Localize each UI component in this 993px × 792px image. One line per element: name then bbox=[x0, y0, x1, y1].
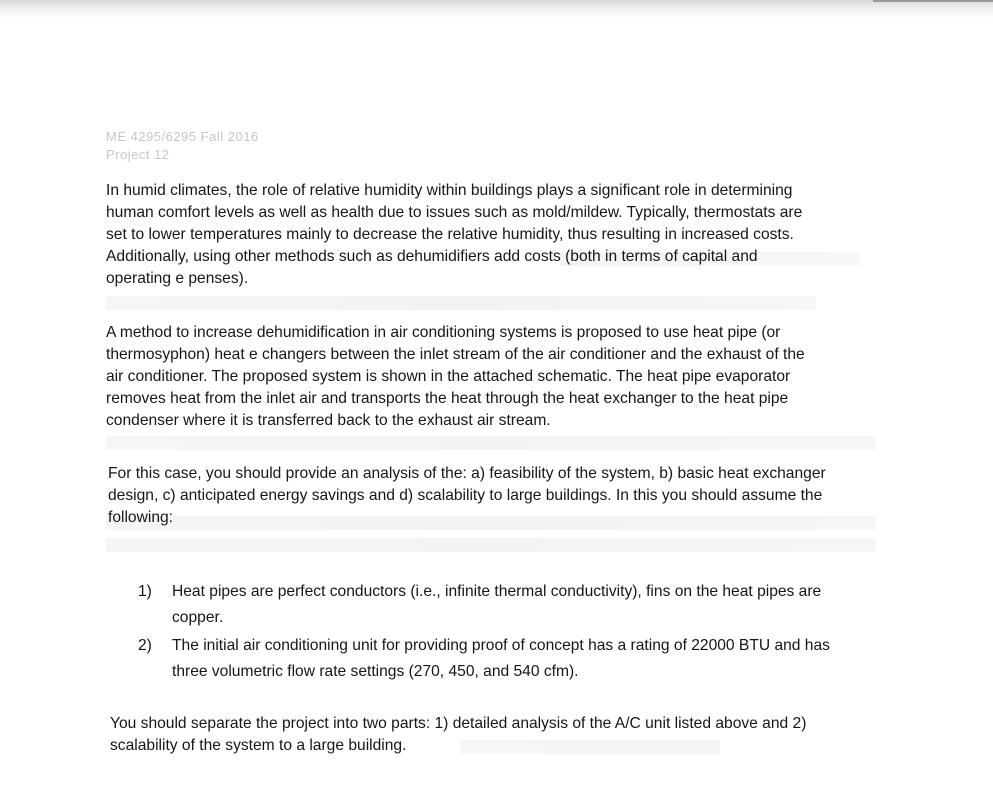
paragraph-line: condenser where it is transferred back to the exhaust air stream. bbox=[106, 412, 551, 429]
bleed-through-smudge bbox=[106, 296, 816, 310]
paragraph-humid-climates bbox=[106, 180, 802, 290]
list-line: The initial air conditioning unit for providing proof of concept has a rating of 22000 BTU and has bbox=[172, 637, 830, 654]
paragraph-line: design, c) anticipated energy savings and d) scalability to large buildings. In this you should assume the bbox=[108, 487, 823, 504]
list-line: copper. bbox=[172, 609, 224, 626]
document-header bbox=[106, 128, 259, 164]
list-text bbox=[172, 633, 830, 685]
list-item bbox=[138, 579, 898, 631]
paragraph-analysis bbox=[108, 463, 826, 529]
header-line-2: Project 12 bbox=[106, 147, 170, 162]
paragraph-line: In humid climates, the role of relative humidity within buildings plays a significant role in determining bbox=[106, 182, 793, 199]
bleed-through-smudge bbox=[106, 538, 876, 552]
paragraph-line: thermosyphon) heat e changers between the inlet stream of the air conditioner and the exhaust of the bbox=[106, 346, 805, 363]
list-number: 2) bbox=[138, 637, 152, 654]
list-item bbox=[138, 633, 898, 685]
window-top-shadow bbox=[0, 0, 993, 18]
paragraph-line: removes heat from the inlet air and transports the heat through the heat exchanger to the heat pipe bbox=[106, 390, 789, 407]
bleed-through-smudge bbox=[106, 436, 876, 450]
paragraph-method bbox=[106, 322, 805, 432]
paragraph-line: human comfort levels as well as health due to issues such as mold/mildew. Typically, thermostats are bbox=[106, 204, 803, 221]
paragraph-line: air conditioner. The proposed system is shown in the attached schematic. The heat pipe evaporator bbox=[106, 368, 791, 385]
list-text bbox=[172, 579, 821, 631]
paragraph-line: You should separate the project into two parts: 1) detailed analysis of the A/C unit listed above and 2) bbox=[110, 715, 807, 732]
list-number: 1) bbox=[138, 583, 152, 600]
header-line-1: ME 4295/6295 Fall 2016 bbox=[106, 129, 259, 144]
list-line: Heat pipes are perfect conductors (i.e., infinite thermal conductivity), fins on the heat pipes are bbox=[172, 583, 822, 600]
paragraph-line: A method to increase dehumidification in air conditioning systems is proposed to use heat pipe (or bbox=[106, 324, 781, 341]
paragraph-line: set to lower temperatures mainly to decrease the relative humidity, thus resulting in increased costs. bbox=[106, 226, 794, 243]
paragraph-line: following: bbox=[108, 509, 174, 526]
paragraph-project-parts bbox=[110, 713, 806, 757]
paragraph-line: operating e penses). bbox=[106, 270, 249, 287]
list-line: three volumetric flow rate settings (270, 450, and 540 cfm). bbox=[172, 663, 579, 680]
paragraph-line: scalability of the system to a large building. bbox=[110, 737, 407, 754]
paragraph-line: For this case, you should provide an analysis of the: a) feasibility of the system, b) basic heat exchanger bbox=[108, 465, 826, 482]
window-top-edge bbox=[873, 0, 993, 2]
paragraph-line: Additionally, using other methods such as dehumidifiers add costs (both in terms of capital and bbox=[106, 248, 758, 265]
